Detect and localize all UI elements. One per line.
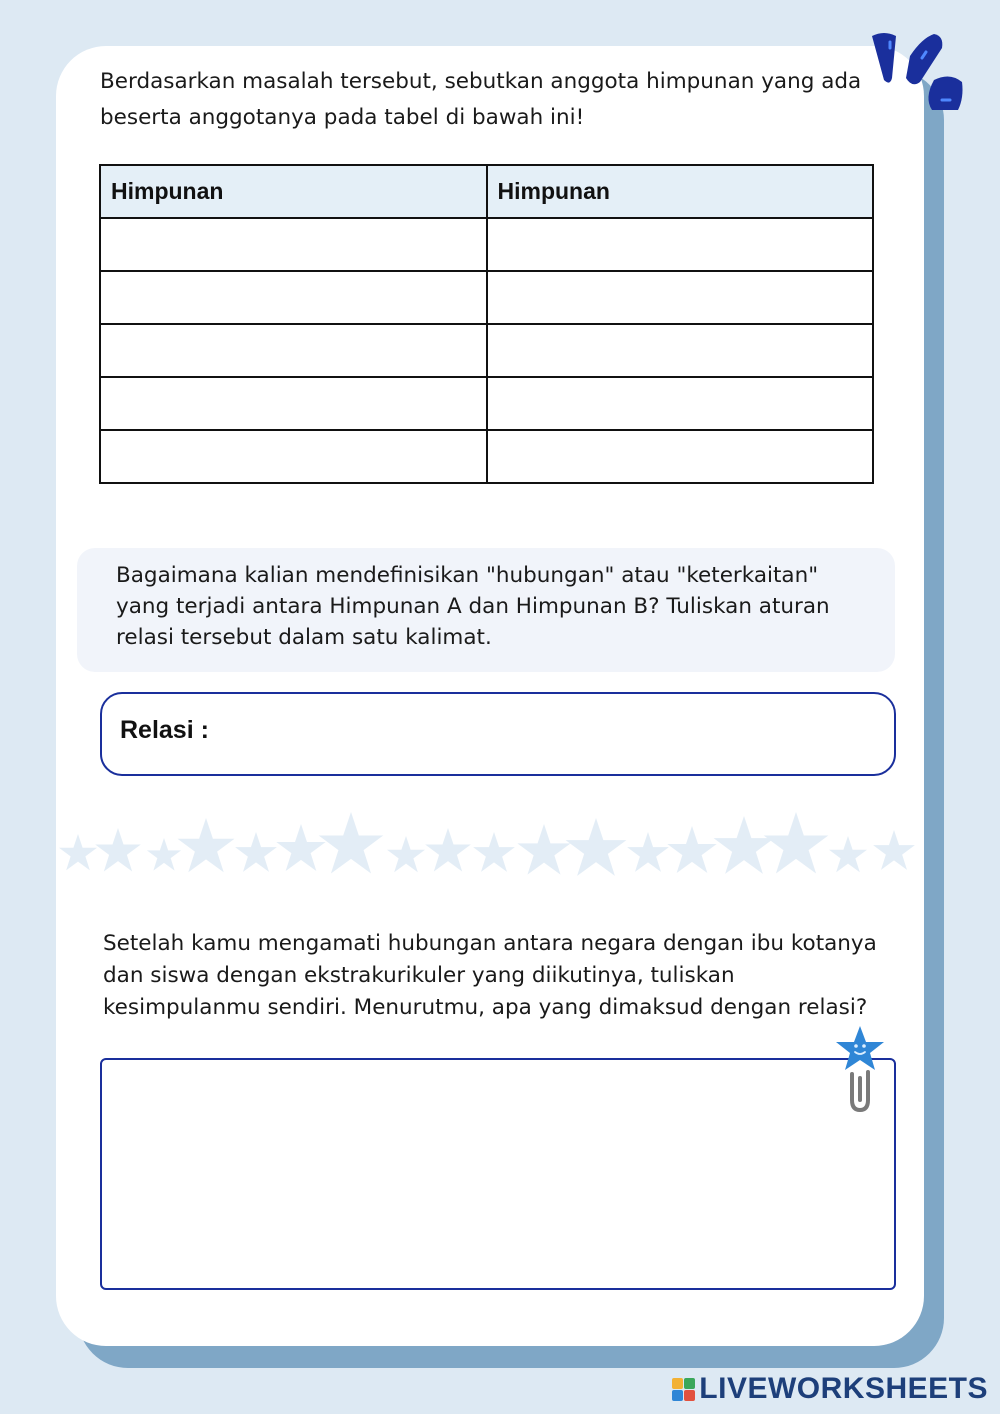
- table-header-row: [100, 165, 873, 218]
- table-row: [100, 377, 873, 430]
- relasi-label: Relasi :: [120, 716, 209, 744]
- table-header-cell: Himpunan: [100, 165, 487, 218]
- table-answer-cell[interactable]: [100, 324, 487, 377]
- relasi-answer-field[interactable]: [100, 692, 896, 776]
- table-answer-cell[interactable]: [487, 377, 874, 430]
- intro-instruction: [100, 64, 880, 136]
- table-answer-cell[interactable]: [487, 271, 874, 324]
- conclusion-question: [103, 928, 903, 1024]
- brand-name: LIVEWORKSHEETS: [699, 1372, 988, 1405]
- table-answer-cell[interactable]: [100, 430, 487, 483]
- intro-line-2: beserta anggotanya pada tabel di bawah ini!: [100, 105, 585, 130]
- table-answer-cell[interactable]: [487, 218, 874, 271]
- table-answer-cell[interactable]: [100, 218, 487, 271]
- table-header-cell: Himpunan: [487, 165, 874, 218]
- table-row: [100, 430, 873, 483]
- table-answer-cell[interactable]: [100, 377, 487, 430]
- logo-squares-icon: [672, 1378, 695, 1401]
- table-row: [100, 271, 873, 324]
- star-icon: [59, 812, 915, 876]
- question-line-1: Bagaimana kalian mendefinisikan "hubungan" atau "keterkaitan": [116, 563, 819, 588]
- table-answer-cell[interactable]: [487, 430, 874, 483]
- table-answer-cell[interactable]: [100, 271, 487, 324]
- question-line-3: relasi tersebut dalam satu kalimat.: [116, 625, 492, 650]
- question-line-2: yang terjadi antara Himpunan A dan Himpunan B? Tuliskan aturan: [116, 594, 830, 619]
- table-row: [100, 218, 873, 271]
- table-answer-cell[interactable]: [487, 324, 874, 377]
- set-members-table: [99, 164, 874, 484]
- relation-question: [116, 560, 856, 653]
- conclusion-answer-field[interactable]: [100, 1058, 896, 1290]
- final-line-1: Setelah kamu mengamati hubungan antara negara dengan ibu kotanya: [103, 931, 877, 956]
- table-row: [100, 324, 873, 377]
- final-line-2: dan siswa dengan ekstrakurikuler yang diikutinya, tuliskan: [103, 963, 735, 988]
- intro-line-1: Berdasarkan masalah tersebut, sebutkan anggota himpunan yang ada: [100, 69, 862, 94]
- stars-divider: [56, 812, 922, 894]
- liveworksheets-logo: [672, 1372, 988, 1406]
- paperclip-star-icon: [830, 1022, 892, 1118]
- final-line-3: kesimpulanmu sendiri. Menurutmu, apa yang dimaksud dengan relasi?: [103, 995, 868, 1020]
